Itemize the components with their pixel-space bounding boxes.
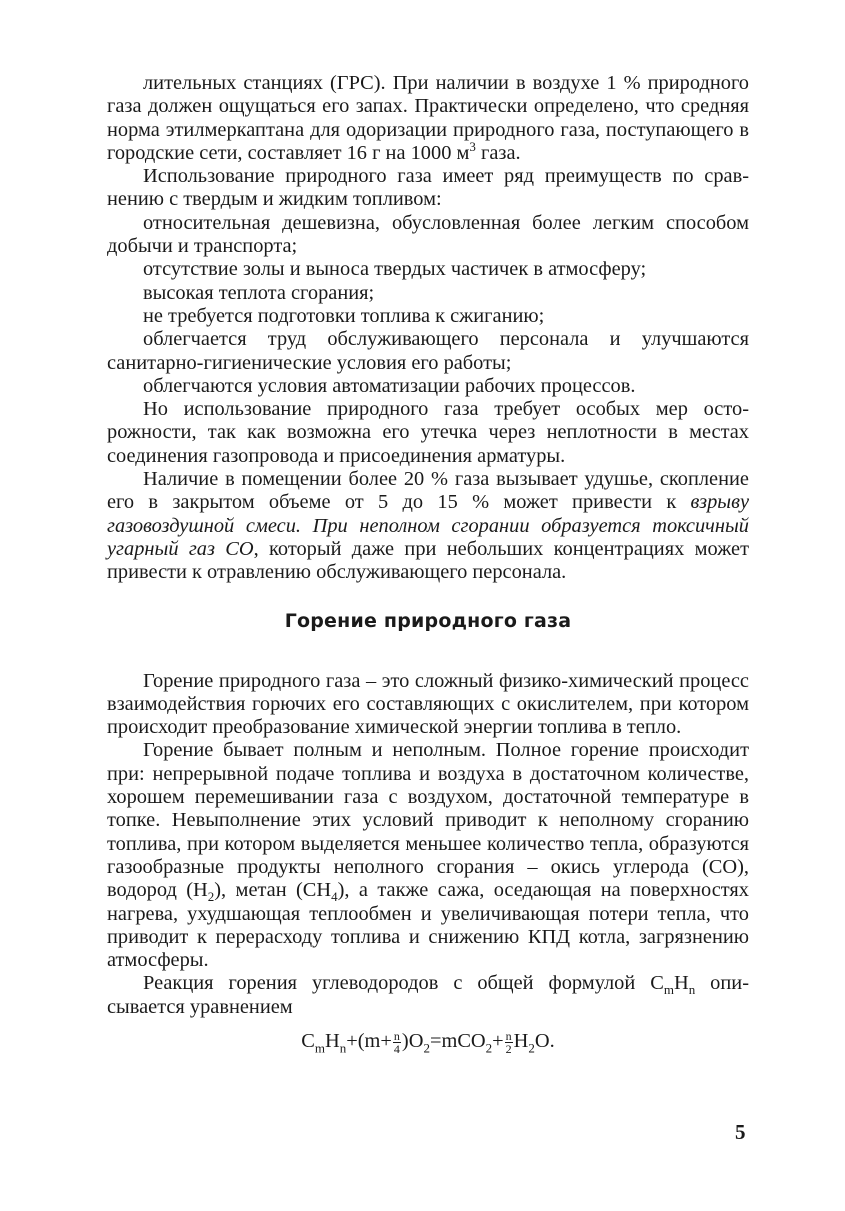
paragraph-combustion-types: Горение бывает полным и неполным. Полное горение происходит при: непрерывной подаче топлива и воздуха в достаточном количестве, хорошем перемешивании газа с воздухом, достаточной температуре в топке. Невыполнение этих условий приводит к неполному сгоранию топлива, при котором выделяется меньшее количество тепла, образуются газообразные продукты неполного сгорания – окись углерода (СО), водород $(Н_2)$, метан $(СН_4)$, а также сажа, оседающая на поверхностях нагрева, ухудшающая теплообмен и увеличивающая потери тепла, что приводит к перерасходу топлива и снижению КПД котла, загрязнению атмосферы. bbox=[107, 739, 749, 972]
list-item: облегчается труд обслуживающего персонала и улучшаются санитарно-гигиенические условия его работы; bbox=[107, 328, 749, 374]
fraction-n-over-2: $\frac{n}{2}$ bbox=[505, 1028, 512, 1056]
paragraph-caution: Но использование природного газа требует особых мер осторожности, так как возможна его утечка через неплотности в местах соединения газопровода и присоединения арматуры. bbox=[107, 398, 749, 467]
paragraph-combustion-definition: Горение природного газа – это сложный физико-химический процесс взаимодействия горючих его составляющих с окислителем, при котором происходит преобразование химической энергии топлива в тепло. bbox=[107, 669, 749, 739]
italic-emphasis: взрыву газовоздушной смеси. При неполном сгорании образуется токсичный угарный газ СО bbox=[107, 491, 749, 560]
paragraph-danger: Наличие в помещении более 20 % газа вызывает удушье, скопление его в закрытом объеме от 5 до 15 % может привести к взрыву газовоздушной смеси. При неполном сгорании образуется токсичный угарный газ СО, который даже при небольших концентрациях может привести к отравлению обслуживающего персонала. bbox=[107, 468, 749, 584]
page-number: 5 bbox=[735, 1120, 746, 1144]
list-item: высокая теплота сгорания; bbox=[143, 281, 375, 304]
list-item: облегчаются условия автоматизации рабочих процессов. bbox=[143, 374, 636, 397]
page-body bbox=[107, 72, 749, 1055]
fraction-n-over-4: $\frac{n}{4}$ bbox=[393, 1028, 400, 1056]
list-item: отсутствие золы и выноса твердых частичек в атмосферу; bbox=[143, 258, 647, 281]
list-item: не требуется подготовки топлива к сжиганию; bbox=[143, 304, 545, 327]
paragraph-advantages-intro: Использование природного газа имеет ряд преимуществ по сравнению с твердым и жидким топливом: bbox=[107, 165, 749, 211]
superscript-cubic: 3 bbox=[469, 139, 476, 155]
paragraph-odorization: лительных станциях (ГРС). При наличии в воздухе 1 % природного газа должен ощущаться его запах. Практически определено, что средняя норма этилмеркаптана для одоризации природного газа, поступающего в городские сети, составляет 16 г на 1000 $м^3$ газа. bbox=[107, 72, 749, 164]
list-item: относительная дешевизна, обусловленная более легким способом добычи и транспорта; bbox=[107, 211, 749, 258]
section-heading: Горение природного газа bbox=[284, 609, 572, 632]
paragraph-reaction-intro: Реакция горения углеводородов с общей формулой $С_mН_n$ описывается уравнением bbox=[107, 972, 749, 1018]
combustion-equation: $C_mH_n+(m+$ $\frac{n}{4}$ )$O_2=mCO_2+$ $\frac{n}{2}$ $H_2O$. bbox=[301, 1028, 555, 1056]
